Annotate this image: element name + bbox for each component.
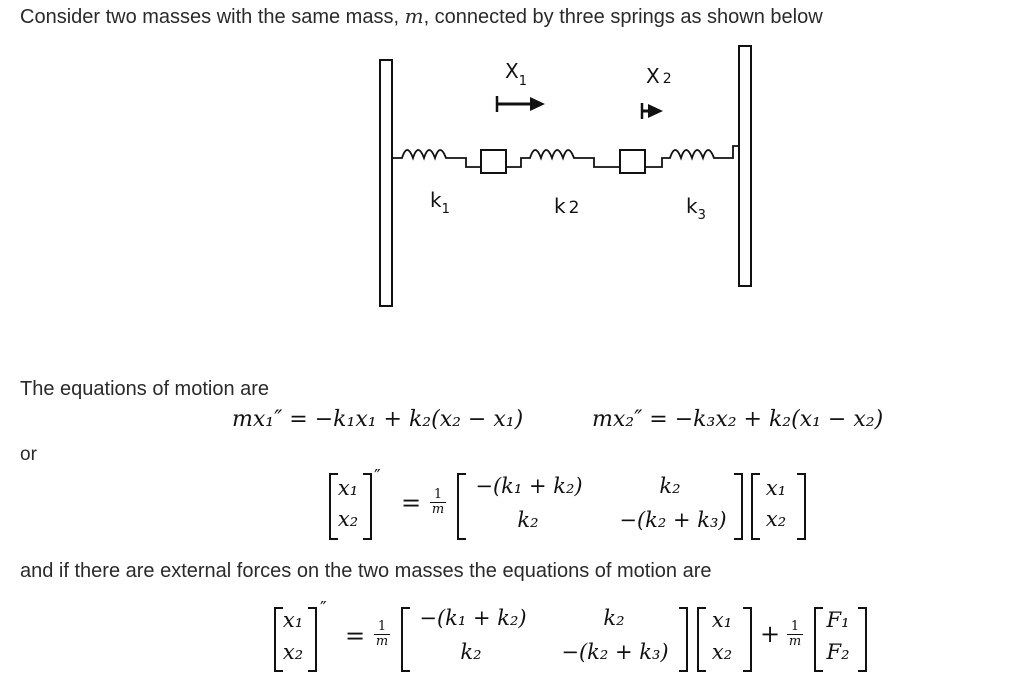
matrix-a21: k₂ [460, 640, 482, 664]
k1-label: $k_1$ [430, 188, 450, 217]
equation-1-rhs: −k₁x₁ + k₂(x₂ − x₁) [314, 407, 524, 432]
vector-bracket-right-2 [743, 607, 752, 672]
vector-x1: x₁ [282, 608, 304, 632]
matrix-a21: k₂ [517, 508, 539, 532]
intro-lead: Consider two masses with the same mass, [20, 6, 405, 28]
prime-mark: ″ [320, 598, 327, 619]
equals-sign: = [401, 489, 422, 517]
force-f1: F₁ [826, 608, 850, 632]
k2-label: k 2 [554, 194, 580, 218]
matrix-a11: −(k₁ + k₂) [419, 606, 527, 630]
force-f2: F₂ [826, 640, 850, 664]
matrix-a12: k₂ [659, 474, 681, 498]
vector-x1-rhs: x₁ [711, 608, 733, 632]
force-bracket-right [858, 607, 867, 672]
matrix-bracket-left [401, 607, 410, 672]
vector-x2: x₂ [282, 640, 304, 664]
x2-label: X 2 [646, 64, 672, 88]
fraction-one-over-m: $\frac{1}{m}$ [431, 487, 445, 517]
vector-x1: x₁ [337, 476, 359, 500]
matrix-a22: −(k₂ + k₃) [619, 508, 727, 532]
vector-x2: x₂ [337, 507, 359, 531]
vector-x2-rhs: x₂ [711, 640, 733, 664]
equation-2-lhs: mx₂″ = [592, 407, 675, 432]
plus-sign: + [760, 620, 781, 648]
or-text: or [20, 444, 37, 465]
intro-tail: , connected by three springs as shown below [423, 6, 823, 28]
equation-2-rhs: −k₃x₂ + k₂(x₁ − x₂) [674, 407, 884, 432]
prime-mark: ″ [374, 466, 381, 487]
fraction-one-over-m: $\frac{1}{m}$ [375, 619, 389, 649]
matrix-a11: −(k₁ + k₂) [475, 474, 583, 498]
x1-label: $X_1$ [505, 59, 527, 89]
matrix-a12: k₂ [603, 606, 625, 630]
vector-x2-rhs: x₂ [765, 507, 787, 531]
external-forces-text: and if there are external forces on the two masses the equations of motion are [20, 560, 712, 582]
equation-1-lhs: mx₁″ = [232, 407, 315, 432]
k3-label: $k_3$ [686, 194, 706, 223]
mass-symbol: m [404, 4, 424, 28]
vector-bracket-right [308, 607, 317, 672]
vector-x1-rhs: x₁ [765, 476, 787, 500]
equals-sign: = [345, 622, 366, 650]
fraction-one-over-m-2: $\frac{1}{m}$ [788, 619, 802, 649]
eom-heading: The equations of motion are [20, 378, 270, 400]
matrix-bracket-right [679, 607, 688, 672]
matrix-a22: −(k₂ + k₃) [561, 640, 669, 664]
